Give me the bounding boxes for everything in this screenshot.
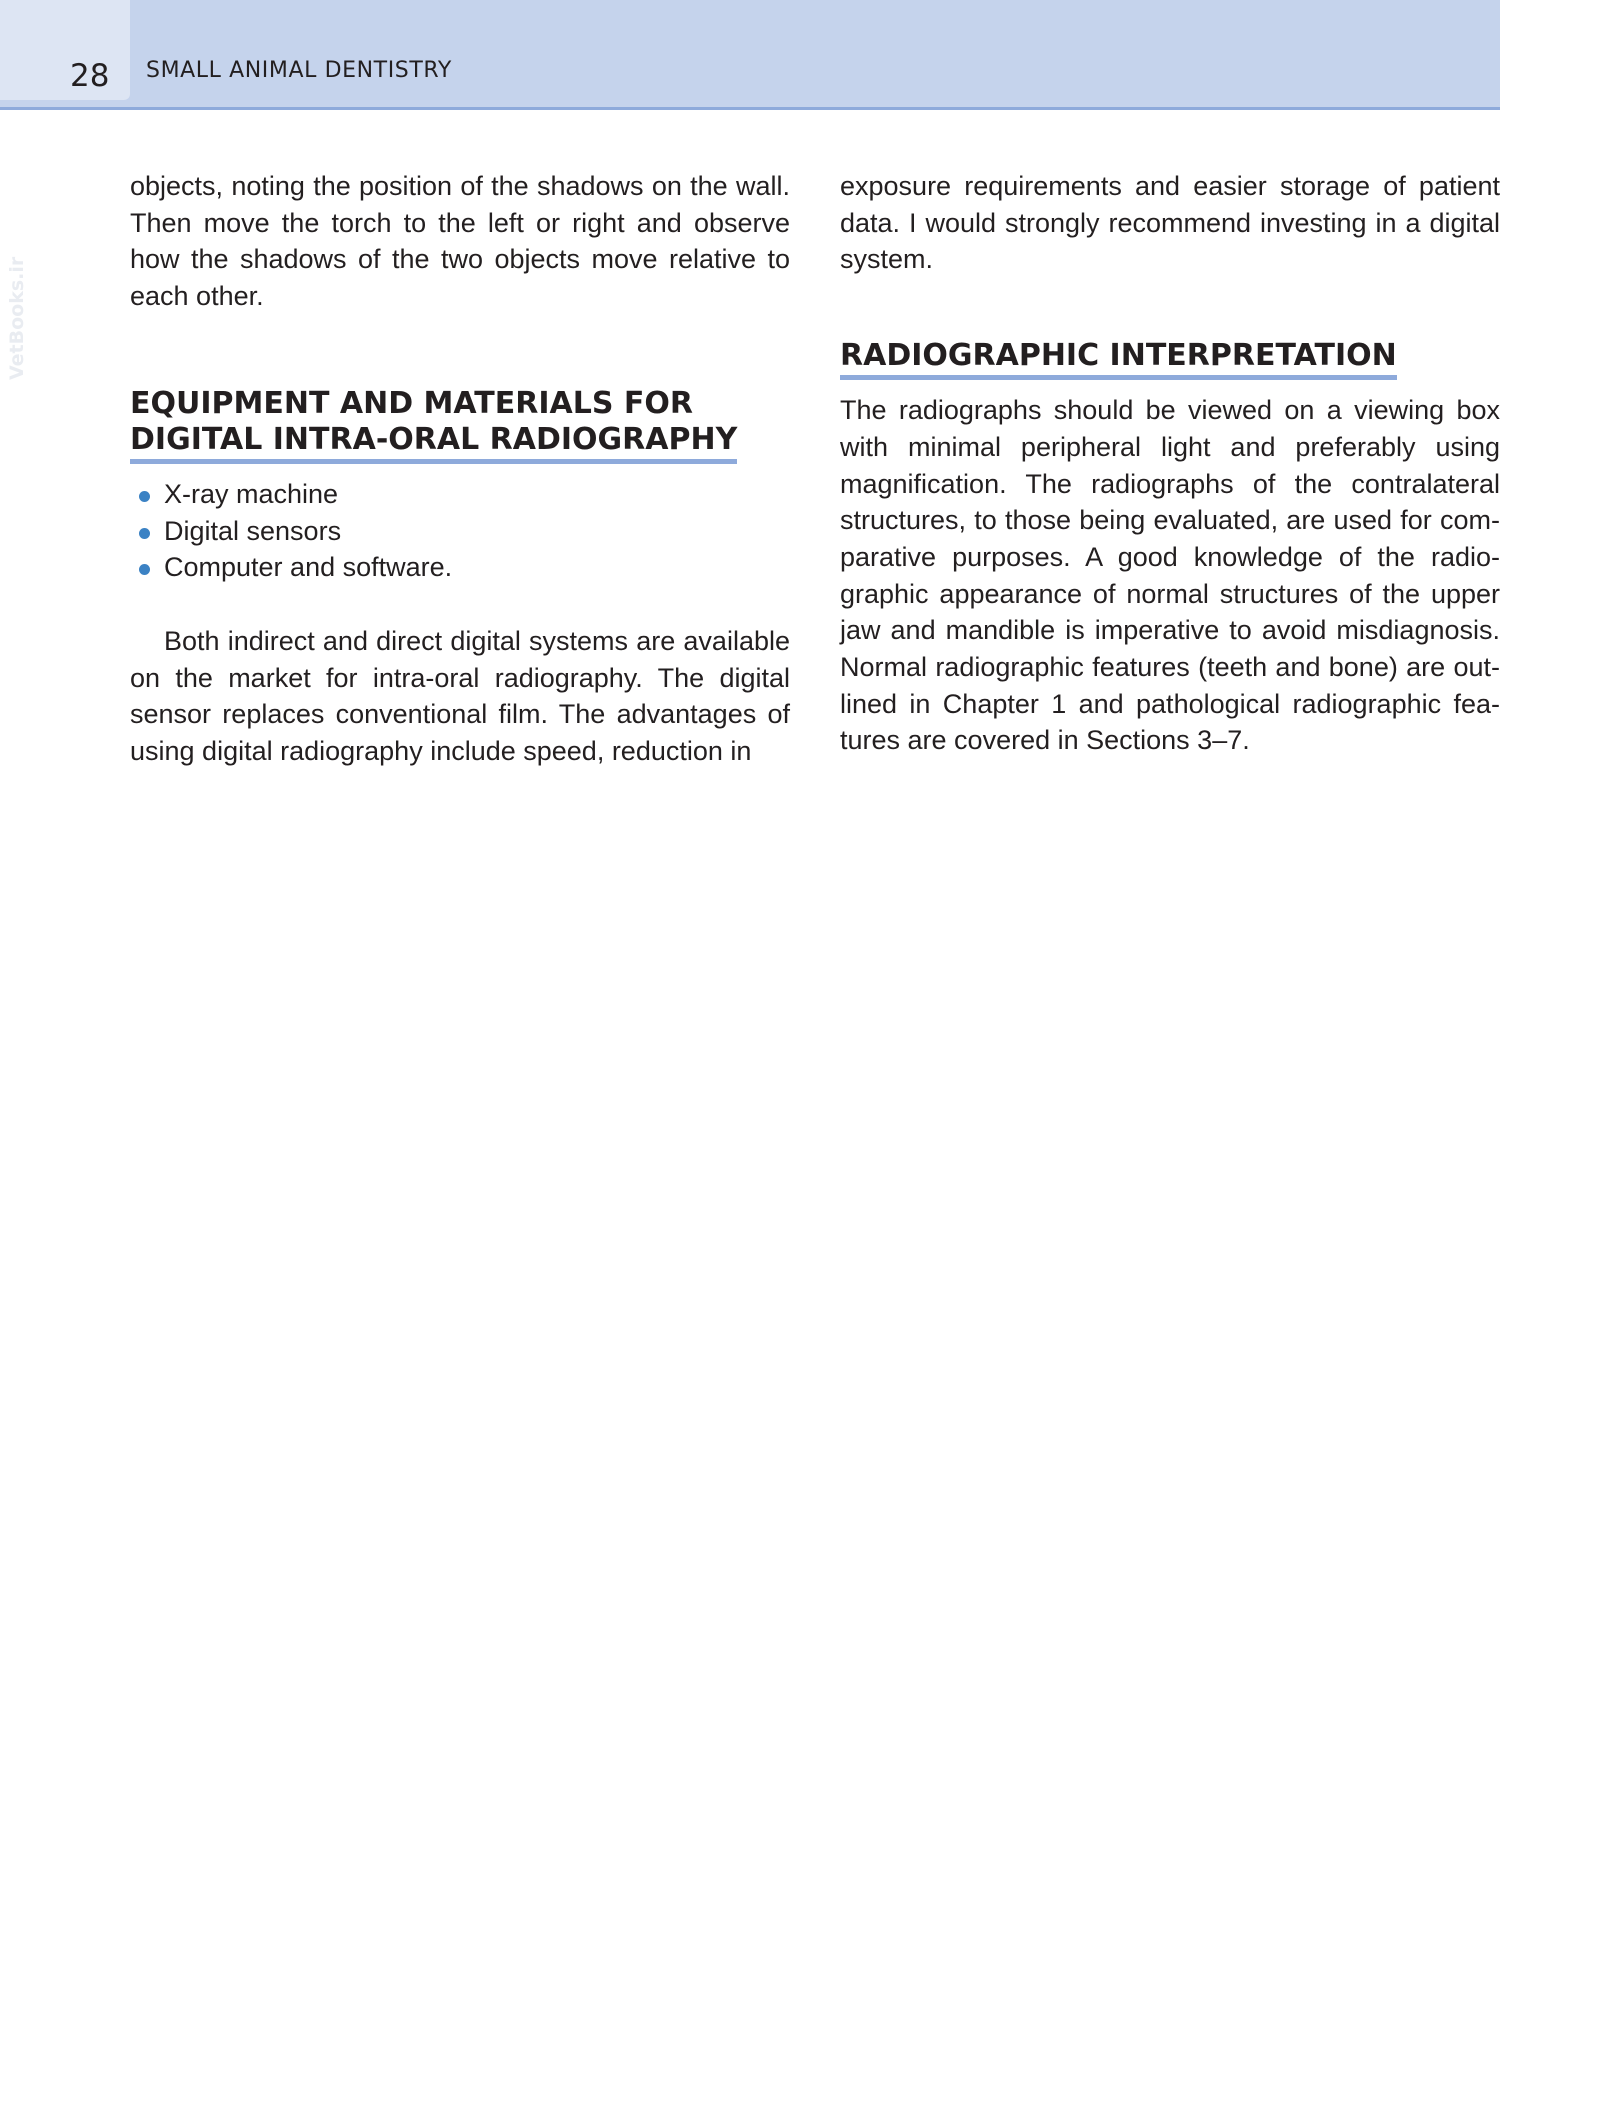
equipment-heading-line2: DIGITAL INTRA-ORAL RADIOGRAPHY: [130, 421, 738, 457]
bullet-icon: [139, 564, 150, 575]
right-column: [840, 168, 1500, 759]
spacer: [130, 315, 790, 386]
spacer: [130, 464, 790, 476]
page-number: 28: [70, 58, 110, 94]
left-body-paragraph: Both indirect and direct digital systems are available on the market for intra-oral radiography. The digital sensor replaces conventional film. The advantages of using digital radiography include speed, reduction in: [130, 625, 790, 767]
interpretation-heading-text: RADIOGRAPHIC INTERPRETATION: [840, 338, 1397, 380]
left-intro-paragraph: objects, noting the position of the shadows on the wall. Then move the torch to the left or right and observe how the shadows of the two objects move relative to each other.: [130, 171, 790, 312]
left-column: [130, 168, 790, 770]
bullet-icon: [139, 528, 150, 539]
equipment-heading-line1: EQUIPMENT AND MATERIALS FOR: [130, 385, 693, 421]
spacer: [840, 380, 1500, 392]
list-item-text: Digital sensors: [164, 515, 342, 546]
watermark: VetBooks.ir: [6, 256, 28, 380]
list-item: [130, 476, 790, 513]
equipment-heading-text: [130, 386, 737, 464]
list-item: [130, 513, 790, 550]
spacer: [130, 586, 790, 623]
list-item-text: X-ray machine: [164, 478, 339, 509]
equipment-heading: [130, 386, 790, 464]
spacer: [840, 278, 1500, 338]
equipment-list: [130, 476, 790, 586]
list-item: [130, 549, 790, 586]
interpretation-heading: [840, 338, 1500, 380]
right-intro-paragraph: exposure requirements and easier storage of patient data. I would strongly recommend investing in a digital system.: [840, 171, 1500, 275]
page-number-box: [0, 0, 130, 100]
list-item-text: Computer and software.: [164, 552, 453, 583]
right-body-paragraph: The radiographs should be viewed on a viewing box with minimal peripheral light and preferably using magnification. The radiographs of the contralateral structures, to those being evaluated, are used for com-parative purposes. A good knowledge of the radio-graphic appearance of normal structures of the upper jaw and mandible is imperative to avoid misdiagnosis. Normal radiographic features (teeth and bone) are out-lined in Chapter 1 and pathological radiographic fea-tures are covered in Sections 3–7.: [840, 395, 1500, 756]
running-header-band: [0, 0, 1500, 110]
bullet-icon: [139, 491, 150, 502]
running-head-title: SMALL ANIMAL DENTISTRY: [146, 58, 452, 83]
